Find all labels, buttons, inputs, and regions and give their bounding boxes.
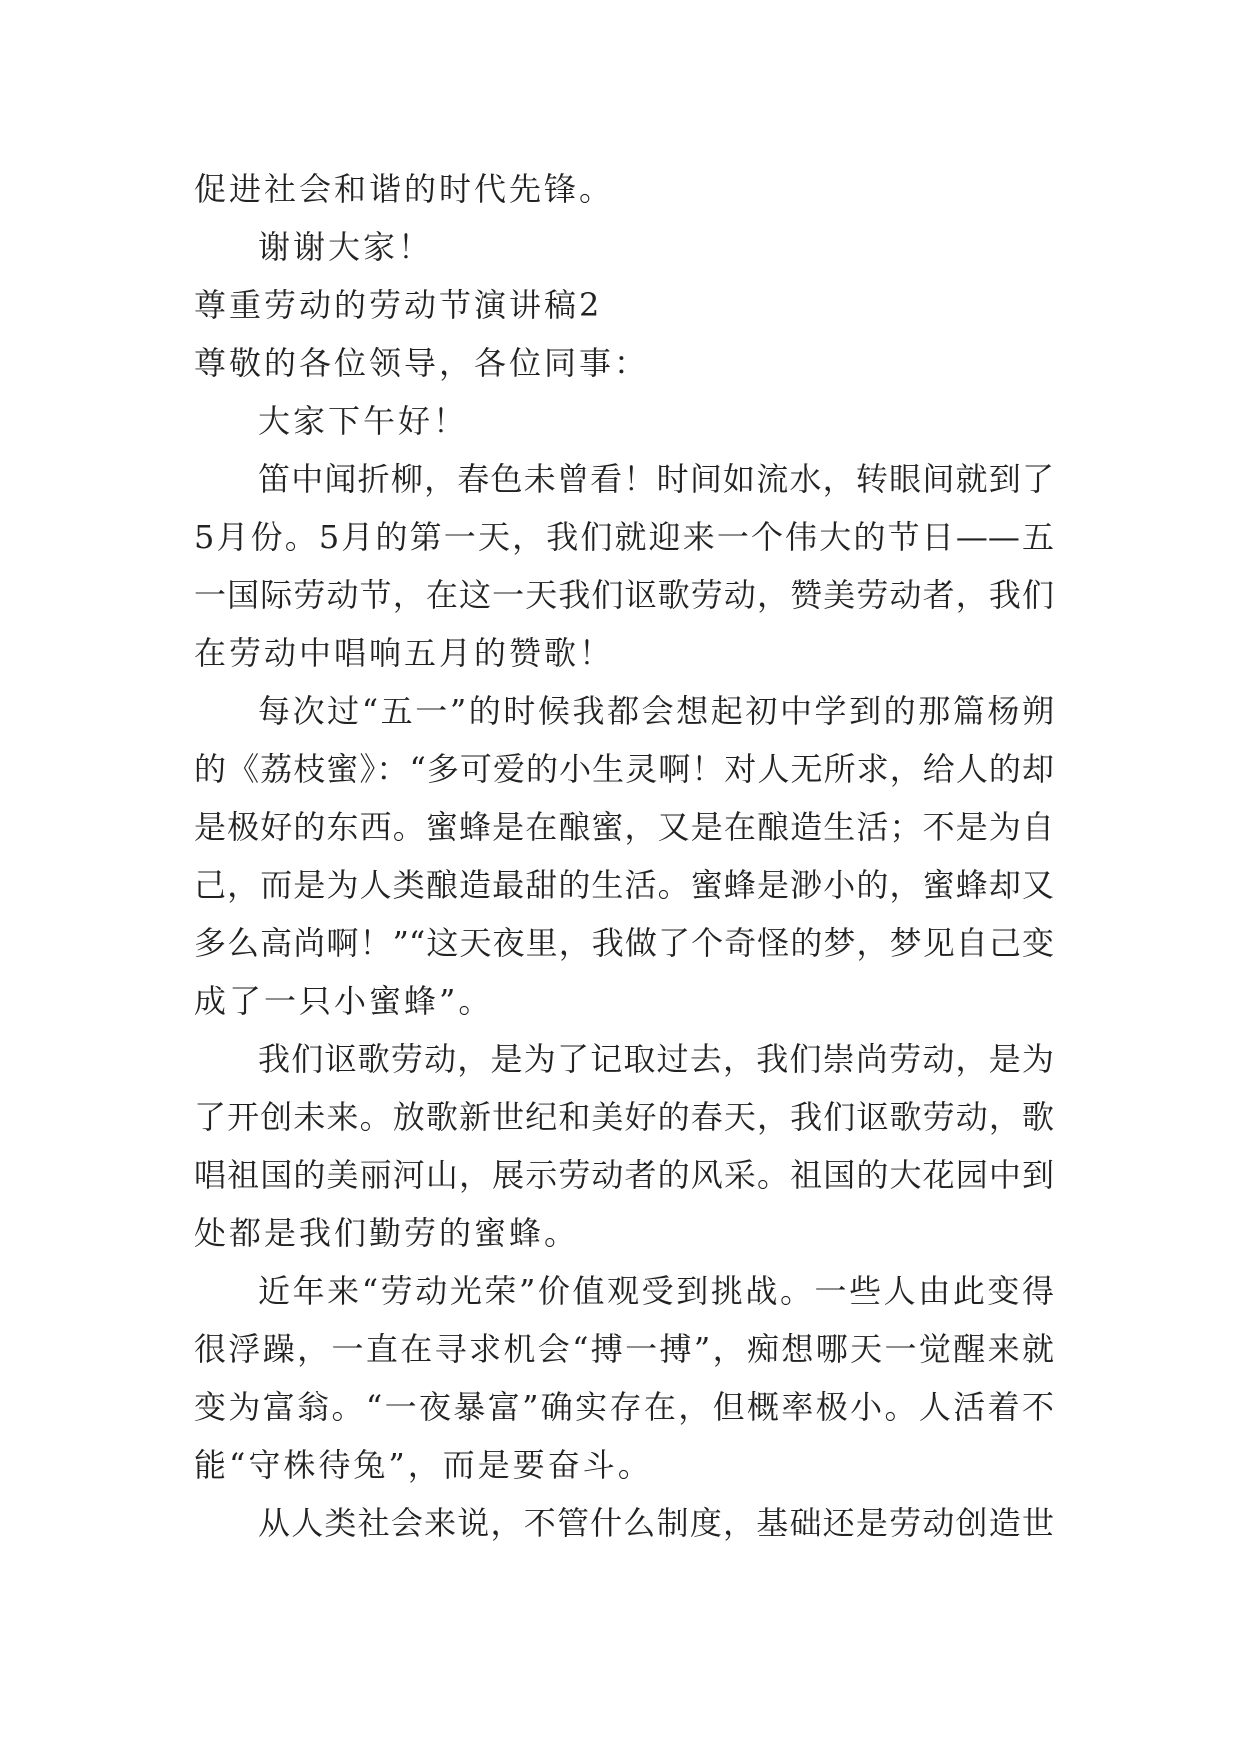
- text-line: 唱祖国的美丽河山，展示劳动者的风采。祖国的大花园中到: [194, 1156, 1054, 1194]
- greeting: 大家下午好！: [258, 402, 469, 440]
- text-line: 一国际劳动节，在这一天我们讴歌劳动，赞美劳动者，我们: [194, 576, 1054, 614]
- text-line: 我们讴歌劳动，是为了记取过去，我们崇尚劳动，是为: [258, 1040, 1054, 1078]
- text-line: 能“守株待兔”，而是要奋斗。: [194, 1446, 653, 1484]
- text-line: 处都是我们勤劳的蜜蜂。: [194, 1214, 580, 1252]
- text-line: 很浮躁，一直在寻求机会“搏一搏”，痴想哪天一觉醒来就: [194, 1330, 1054, 1368]
- text-line: 谢谢大家！: [258, 228, 434, 266]
- text-line: 成了一只小蜜蜂”。: [194, 982, 494, 1020]
- text-line: 变为富翁。“一夜暴富”确实存在，但概率极小。人活着不: [194, 1388, 1054, 1426]
- salutation: 尊敬的各位领导，各位同事：: [194, 344, 650, 382]
- text-line: 每次过“五一”的时候我都会想起初中学到的那篇杨朔: [258, 692, 1054, 730]
- text-line: 促进社会和谐的时代先锋。: [194, 170, 615, 208]
- text-line: 在劳动中唱响五月的赞歌！: [194, 634, 615, 672]
- text-line: 5月份。5月的第一天，我们就迎来一个伟大的节日——五: [194, 518, 1054, 556]
- document-body: [194, 160, 1054, 1552]
- text-line: 的《荔枝蜜》：“多可爱的小生灵啊！对人无所求，给人的却: [194, 750, 1054, 788]
- text-line: 从人类社会来说，不管什么制度，基础还是劳动创造世: [258, 1504, 1054, 1542]
- text-line: 笛中闻折柳，春色未曾看！时间如流水，转眼间就到了: [258, 460, 1054, 498]
- text-line: 是极好的东西。蜜蜂是在酿蜜，又是在酿造生活；不是为自: [194, 808, 1054, 846]
- text-line: 近年来“劳动光荣”价值观受到挑战。一些人由此变得: [258, 1272, 1054, 1310]
- text-line: 己，而是为人类酿造最甜的生活。蜜蜂是渺小的，蜜蜂却又: [194, 866, 1054, 904]
- text-line: 多么高尚啊！”“这天夜里，我做了个奇怪的梦，梦见自己变: [194, 924, 1054, 962]
- section-title: 尊重劳动的劳动节演讲稿2: [194, 286, 603, 324]
- text-line: 了开创未来。放歌新世纪和美好的春天，我们讴歌劳动，歌: [194, 1098, 1054, 1136]
